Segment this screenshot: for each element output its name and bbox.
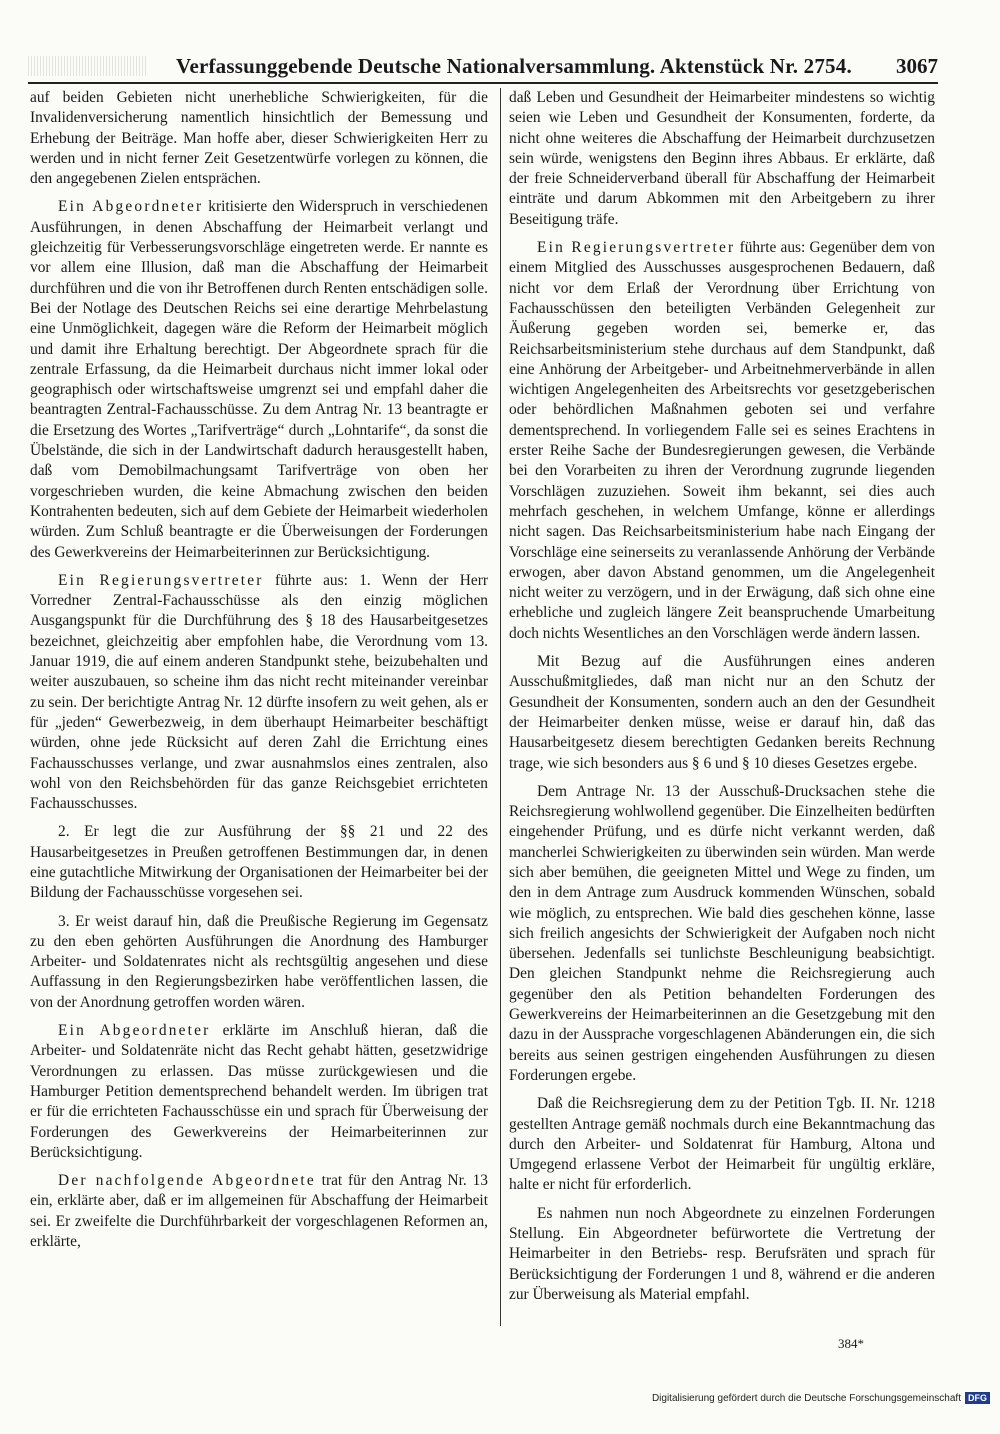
header-title: Verfassunggebende Deutsche Nationalversammlung. Aktenstück Nr. 2754. <box>176 54 852 78</box>
paragraph: Mit Bezug auf die Ausführungen eines anderen Ausschußmitgliedes, daß man nicht nur an den Schutz der Gesundheit der Konsumenten, sondern auch an den der Gesundheit der Heimarbeiter denken müsse, weise er darauf hin, daß das Hausarbeitgesetz diesem berechtigten Gedanken bereits Rechnung trage, wie sich besonders aus § 6 und § 10 dieses Gesetzes ergebe. <box>509 653 935 772</box>
paragraph: 3. Er weist darauf hin, daß die Preußische Regierung im Gegensatz zu den eben gehörten Ausführungen die Anordnung des Hamburger Arbeiter- und Soldatenrates nicht als rechtsgültig angesehen und diese Auffassung in den Regierungsbezirken habe veröffentlichen lassen, die von der Anordnung getroffen worden wären. <box>30 912 488 1011</box>
paragraph-text: führte aus: 1. Wenn der Herr Vorredner Zentral-Fachausschüsse als den einzig möglichen Ausgangspunkt für die Durchführung des § 18 des Hausarbeitgesetzes bezeichnet, gleichzeitig aber empfohlen habe, die Verordnung vom 13. Januar 1919, die auf einem anderen Standpunkt stehe, beizubehalten und weiter auszubauen, so scheine ihm das nicht recht miteinander vereinbar zu sein. Der berichtigte Antrag Nr. 12 dürfte insofern zu weit gehen, als er für „jeden“ Gewerbezweig, in dem überhaupt Heimarbeiter beschäftigt würden, ohne jede Rücksicht auf deren Zahl die Errichtung eines Fachausschusses verlange, und zwar ausnahmslos eines zentralen, also wohl von den Reichsbehörden für das ganze Reichsgebiet errichteten Fachausschusses. <box>30 571 488 813</box>
right-column <box>509 88 935 1328</box>
paragraph <box>30 197 488 562</box>
speaker-label: Ein Regierungsvertreter <box>58 571 264 589</box>
speaker-label: Ein Regierungsvertreter <box>537 239 736 257</box>
paragraph-text: trat für den Antrag Nr. 13 ein, erklärte aber, daß er im allgemeinen für Abschaffung der Heimarbeit sei. Er zweifelte die Durchführbarkeit der vorgeschlagenen Reformen an, erklärte, <box>30 1172 488 1251</box>
column-divider <box>500 88 501 1326</box>
paragraph-text: führte aus: Gegenüber dem von einem Mitglied des Ausschusses ausgesprochenen Bedauern, daß nicht vor dem Erlaß der Verordnung über Errichtung von Fachausschüssen den beteiligten Verbänden Gelegenheit zur Äußerung gegeben worden sei, bemerke er, das Reichsarbeitsministerium stehe durchaus auf dem Standpunkt, daß eine Anhörung der Arbeitgeber- und Arbeitnehmerverbände in allen wichtigen Angelegenheiten des Arbeitsrechts vor gesetzgeberischen oder behördlichen Maßnahmen geboten sei und verfahre dementsprechend. In vorliegendem Falle sei es seines Erachtens in erster Reihe Sache der Bundesregierungen gewesen, die Verbände bei den Vorarbeiten zu ihren der Verordnung zugrunde liegenden Vorschlägen zuzuziehen. Soweit ihm bekannt, sei dies auch mehrfach geschehen, in welchem Umfange, könne er allerdings nicht sagen. Das Reichsarbeitsministerium habe nach Eingang der Vorschläge eine seinerseits zu veranlassende Anhörung der Verbände erwogen, aber davon Abstand genommen, um die Angelegenheit nicht weiter zu verzögern, und in der Erwägung, daß sich ohne eine erhebliche und zugleich längere Zeit beanspruchende Umarbeitung doch nichts Wesentliches an den Vorschlägen werde ändern lassen. <box>509 239 935 642</box>
speaker-label: Ein Abgeordneter <box>58 1022 211 1040</box>
footer <box>652 1392 990 1404</box>
paragraph: Es nahmen nun noch Abgeordnete zu einzelnen Forderungen Stellung. Ein Abgeordneter befürwortete die Vertretung der Heimarbeiter in den Betriebs- resp. Berufsräten und sprach für Berücksichtigung der Forderungen 1 und 8, während er die anderen zur Überweisung als Material empfahl. <box>509 1204 935 1303</box>
page-header <box>28 52 938 84</box>
paragraph-text: erklärte im Anschluß hieran, daß die Arbeiter- und Soldatenräte nicht das Recht gehabt hätten, gesetzwidrige Verordnungen zu erlassen. Das müsse zurückgewiesen und die Hamburger Petition dementsprechend behandelt werden. Im übrigen trat er für die errichteten Fachausschüsse ein und sprach für Überweisung der Forderungen des Gewerkvereins der Heimarbeiterinnen zur Berücksichtigung. <box>30 1022 488 1161</box>
paragraph: daß Leben und Gesundheit der Heimarbeiter mindestens so wichtig seien wie Leben und Gesundheit der Konsumenten, forderte, da nicht ohne weiteres die Abschaffung der Heimarbeit durchzusetzen sein würde, wenigstens den Beginn ihres Abbaus. Er erklärte, daß der freie Schneiderverband überall für Abschaffung der Heimarbeit einträte und darum Abkommen mit den Arbeitgebern zu ihrer Beseitigung träfe. <box>509 89 935 228</box>
sheet-signature: 384* <box>838 1336 864 1351</box>
footer-text: Digitalisierung gefördert durch die Deutsche Forschungsgemeinschaft <box>651 1392 961 1404</box>
page-number: 3067 <box>896 54 938 78</box>
paragraph <box>30 571 488 815</box>
paragraph: Daß die Reichsregierung dem zu der Petition Tgb. II. Nr. 1218 gestellten Antrage gemäß nochmals durch eine Bekanntmachung das durch den Arbeiter- und Soldatenrat für Hamburg, Altona und Umgegend erlassene Verbot der Heimarbeit für ungültig erkläre, halte er nicht für erforderlich. <box>509 1095 935 1194</box>
paragraph: auf beiden Gebieten nicht unerhebliche Schwierigkeiten, für die Invalidenversicherung namentlich hinsichtlich der Bemessung und Erhebung der Beiträge. Man hoffe aber, dieser Schwierigkeiten Herr zu werden und in nicht ferner Zeit Gesetzentwürfe vorlegen zu können, die den angegebenen Zielen entsprächen. <box>30 89 488 188</box>
speaker-label: Der nachfolgende Abgeordnete <box>58 1172 316 1190</box>
speaker-label: Ein Abgeordneter <box>58 198 204 216</box>
paragraph-text: kritisierte den Widerspruch in verschiedenen Ausführungen, in denen Abschaffung der Heimarbeit verlangt und gleichzeitig für Verbesserungsvorschläge eingetreten werde. Er nannte es vor allem eine Illusion, daß man die Abschaffung der Heimarbeit durchführen und die von ihr Betroffenen durch Renten entschädigen solle. Bei der Notlage des Deutschen Reichs sei eine derartige Mehrbelastung eine Unmöglichkeit, dagegen wäre die Reform der Heimarbeit möglich und damit ihre Erhaltung berechtigt. Der Abgeordnete sprach für die zentrale Erfassung, da die Heimarbeit durchaus nicht immer lokal oder geographisch oder wirtschaftsweise umgrenzt sei und empfahl daher die beantragten Zentral-Fachausschüsse. Zu dem Antrag Nr. 13 beantragte er die Ersetzung des Wortes „Tarifverträge“ durch „Lohntarife“, da sonst die Übelstände, die sich in der Landwirtschaft dadurch herausgestellt haben, daß vom Demobilmachungsamt Tarifverträge von oben her vorgeschrieben wurden, die keine Abmachung zwischen den beiden Kontrahenten bedeuten, sich auf dem Gebiete der Heimarbeit wiederholen würden. Zum Schluß beantragte er die Überweisungen der Forderungen des Gewerkvereins der Heimarbeiterinnen zur Berücksichtigung. <box>30 198 488 561</box>
paragraph: Dem Antrage Nr. 13 der Ausschuß-Drucksachen stehe die Reichsregierung wohlwollend gegenüber. Die Einzelheiten bedürften eingehender Prüfung, und es dürfe nicht verkannt werden, daß mancherlei Schwierigkeiten zu überwinden sein würden. Man werde sich aber bemühen, die geeigneten Mittel und Wege zu finden, um den in dem Antrage zum Ausdruck kommenden Wünschen, sobald wie möglich, zu entsprechen. Wie bald dies geschehen könne, lasse sich freilich angesichts der Schwierigkeit der Aufgaben noch nicht übersehen. Jedenfalls sei tunlichste Beschleunigung beabsichtigt. Den gleichen Standpunkt nehme die Reichsregierung auch gegenüber den als Petition behandelten Forderungen des Gewerkvereins der Heimarbeiterinnen an die Gesetzgebung mit den dazu in der Aussprache vorgeschlagenen Abänderungen ein, die sich bereits aus seinen gestrigen eingehenden Ausführungen zu diesen Forderungen ergebe. <box>509 782 935 1084</box>
paragraph <box>30 1021 488 1163</box>
paragraph <box>30 1171 488 1252</box>
dfg-logo-icon: DFG <box>965 1392 990 1404</box>
paragraph <box>509 238 935 644</box>
paragraph: 2. Er legt die zur Ausführung der §§ 21 und 22 des Hausarbeitgesetzes in Preußen getroffenen Bestimmungen dar, in denen eine gutachtliche Mitwirkung der Organisationen der Heimarbeiter bei der Bildung der Fachausschüsse vorgesehen sei. <box>30 823 488 902</box>
left-column <box>30 88 488 1328</box>
